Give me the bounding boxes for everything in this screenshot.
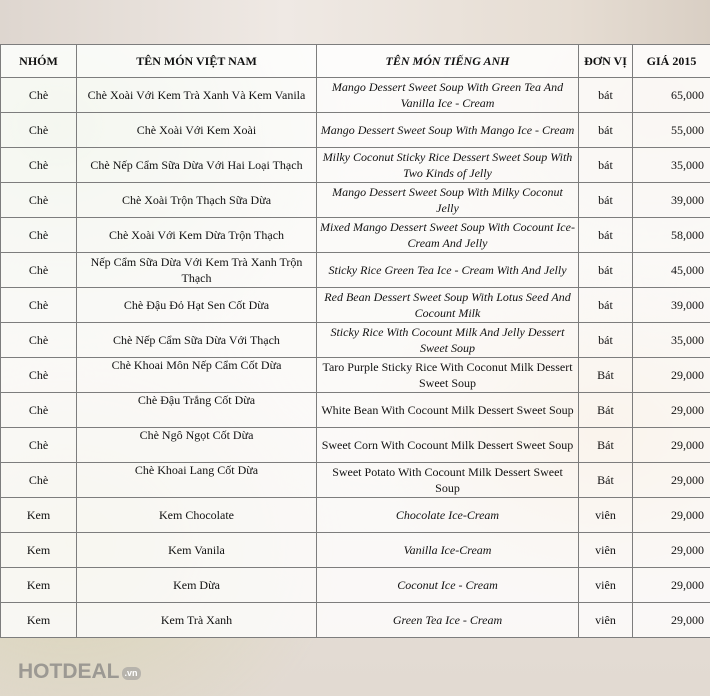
cell-price: 29,000 bbox=[633, 428, 710, 463]
cell-group: Chè bbox=[1, 253, 77, 288]
cell-english-name: Chocolate Ice-Cream bbox=[317, 498, 579, 533]
table-row bbox=[1, 568, 710, 603]
cell-group: Chè bbox=[1, 323, 77, 358]
cell-price: 29,000 bbox=[633, 463, 710, 498]
cell-unit: viên bbox=[579, 533, 633, 568]
table-row bbox=[1, 323, 710, 358]
table-row bbox=[1, 533, 710, 568]
cell-english-name: Green Tea Ice - Cream bbox=[317, 603, 579, 638]
cell-unit: Bát bbox=[579, 463, 633, 498]
cell-english-name: Coconut Ice - Cream bbox=[317, 568, 579, 603]
cell-vietnamese-name: Nếp Cẩm Sữa Dừa Với Kem Trà Xanh Trộn Thạch bbox=[77, 253, 317, 288]
cell-price: 29,000 bbox=[633, 603, 710, 638]
cell-vietnamese-name: Chè Nếp Cẩm Sữa Dừa Với Hai Loại Thạch bbox=[77, 148, 317, 183]
header-price: GIÁ 2015 bbox=[633, 45, 710, 78]
cell-english-name: Milky Coconut Sticky Rice Dessert Sweet Soup With Two Kinds of Jelly bbox=[317, 148, 579, 183]
cell-unit: bát bbox=[579, 288, 633, 323]
table-row bbox=[1, 218, 710, 253]
cell-unit: bát bbox=[579, 253, 633, 288]
cell-english-name: White Bean With Cocount Milk Dessert Sweet Soup bbox=[317, 393, 579, 428]
cell-vietnamese-name: Chè Ngô Ngọt Cốt Dừa bbox=[77, 428, 317, 463]
cell-group: Kem bbox=[1, 603, 77, 638]
cell-group: Chè bbox=[1, 183, 77, 218]
cell-vietnamese-name: Chè Xoài Với Kem Dừa Trộn Thạch bbox=[77, 218, 317, 253]
cell-price: 65,000 bbox=[633, 78, 710, 113]
cell-price: 29,000 bbox=[633, 533, 710, 568]
cell-english-name: Sweet Potato With Cocount Milk Dessert Sweet Soup bbox=[317, 463, 579, 498]
table-row bbox=[1, 358, 710, 393]
background-food-photo bbox=[0, 0, 710, 44]
cell-unit: bát bbox=[579, 323, 633, 358]
table-row bbox=[1, 288, 710, 323]
cell-group: Chè bbox=[1, 428, 77, 463]
cell-price: 35,000 bbox=[633, 323, 710, 358]
cell-vietnamese-name: Chè Khoai Lang Cốt Dừa bbox=[77, 463, 317, 498]
cell-unit: Bát bbox=[579, 393, 633, 428]
cell-price: 35,000 bbox=[633, 148, 710, 183]
cell-english-name: Vanilla Ice-Cream bbox=[317, 533, 579, 568]
header-unit: ĐƠN VỊ bbox=[579, 45, 633, 78]
cell-unit: viên bbox=[579, 498, 633, 533]
cell-group: Chè bbox=[1, 78, 77, 113]
cell-price: 58,000 bbox=[633, 218, 710, 253]
cell-english-name: Mango Dessert Sweet Soup With Milky Coconut Jelly bbox=[317, 183, 579, 218]
table-row bbox=[1, 428, 710, 463]
cell-group: Chè bbox=[1, 148, 77, 183]
cell-unit: viên bbox=[579, 603, 633, 638]
header-vietnamese-name: TÊN MÓN VIỆT NAM bbox=[77, 45, 317, 78]
table-row bbox=[1, 498, 710, 533]
cell-vietnamese-name: Kem Chocolate bbox=[77, 498, 317, 533]
table-row bbox=[1, 463, 710, 498]
cell-price: 39,000 bbox=[633, 183, 710, 218]
header-group: NHÓM bbox=[1, 45, 77, 78]
cell-unit: Bát bbox=[579, 358, 633, 393]
cell-group: Chè bbox=[1, 393, 77, 428]
cell-price: 29,000 bbox=[633, 498, 710, 533]
cell-vietnamese-name: Chè Xoài Với Kem Xoài bbox=[77, 113, 317, 148]
cell-vietnamese-name: Chè Xoài Với Kem Trà Xanh Và Kem Vanila bbox=[77, 78, 317, 113]
cell-group: Kem bbox=[1, 533, 77, 568]
table-row bbox=[1, 183, 710, 218]
cell-unit: bát bbox=[579, 113, 633, 148]
cell-vietnamese-name: Chè Đậu Đỏ Hạt Sen Cốt Dừa bbox=[77, 288, 317, 323]
cell-price: 29,000 bbox=[633, 358, 710, 393]
cell-group: Chè bbox=[1, 113, 77, 148]
cell-english-name: Red Bean Dessert Sweet Soup With Lotus Seed And Cocount Milk bbox=[317, 288, 579, 323]
cell-group: Kem bbox=[1, 568, 77, 603]
cell-price: 29,000 bbox=[633, 568, 710, 603]
cell-unit: bát bbox=[579, 78, 633, 113]
cell-unit: viên bbox=[579, 568, 633, 603]
logo-text: HOTDEAL bbox=[18, 660, 120, 683]
cell-english-name: Sweet Corn With Cocount Milk Dessert Sweet Soup bbox=[317, 428, 579, 463]
table-row bbox=[1, 253, 710, 288]
header-english-name: TÊN MÓN TIẾNG ANH bbox=[317, 45, 579, 78]
cell-group: Chè bbox=[1, 358, 77, 393]
cell-english-name: Taro Purple Sticky Rice With Coconut Milk Dessert Sweet Soup bbox=[317, 358, 579, 393]
cell-group: Chè bbox=[1, 288, 77, 323]
cell-unit: Bát bbox=[579, 428, 633, 463]
cell-vietnamese-name: Kem Vanila bbox=[77, 533, 317, 568]
table-row bbox=[1, 148, 710, 183]
cell-price: 45,000 bbox=[633, 253, 710, 288]
table-header-row bbox=[1, 45, 710, 78]
cell-unit: bát bbox=[579, 218, 633, 253]
table-row bbox=[1, 78, 710, 113]
cell-price: 29,000 bbox=[633, 393, 710, 428]
cell-english-name: Mango Dessert Sweet Soup With Green Tea And Vanilla Ice - Cream bbox=[317, 78, 579, 113]
cell-vietnamese-name: Kem Dừa bbox=[77, 568, 317, 603]
cell-english-name: Mango Dessert Sweet Soup With Mango Ice - Cream bbox=[317, 113, 579, 148]
cell-vietnamese-name: Kem Trà Xanh bbox=[77, 603, 317, 638]
cell-price: 39,000 bbox=[633, 288, 710, 323]
cell-english-name: Mixed Mango Dessert Sweet Soup With Cocount Ice- Cream And Jelly bbox=[317, 218, 579, 253]
hotdeal-watermark-logo bbox=[18, 660, 141, 684]
cell-vietnamese-name: Chè Xoài Trộn Thạch Sữa Dừa bbox=[77, 183, 317, 218]
cell-vietnamese-name: Chè Khoai Môn Nếp Cẩm Cốt Dừa bbox=[77, 358, 317, 393]
menu-price-table bbox=[0, 44, 710, 638]
logo-badge: .vn bbox=[122, 667, 141, 680]
cell-unit: bát bbox=[579, 183, 633, 218]
cell-group: Chè bbox=[1, 218, 77, 253]
cell-group: Chè bbox=[1, 463, 77, 498]
cell-english-name: Sticky Rice Green Tea Ice - Cream With And Jelly bbox=[317, 253, 579, 288]
cell-english-name: Sticky Rice With Cocount Milk And Jelly Dessert Sweet Soup bbox=[317, 323, 579, 358]
table-row bbox=[1, 113, 710, 148]
table-row bbox=[1, 603, 710, 638]
cell-price: 55,000 bbox=[633, 113, 710, 148]
table-row bbox=[1, 393, 710, 428]
cell-unit: bát bbox=[579, 148, 633, 183]
cell-vietnamese-name: Chè Đậu Trắng Cốt Dừa bbox=[77, 393, 317, 428]
cell-vietnamese-name: Chè Nếp Cẩm Sữa Dừa Với Thạch bbox=[77, 323, 317, 358]
cell-group: Kem bbox=[1, 498, 77, 533]
